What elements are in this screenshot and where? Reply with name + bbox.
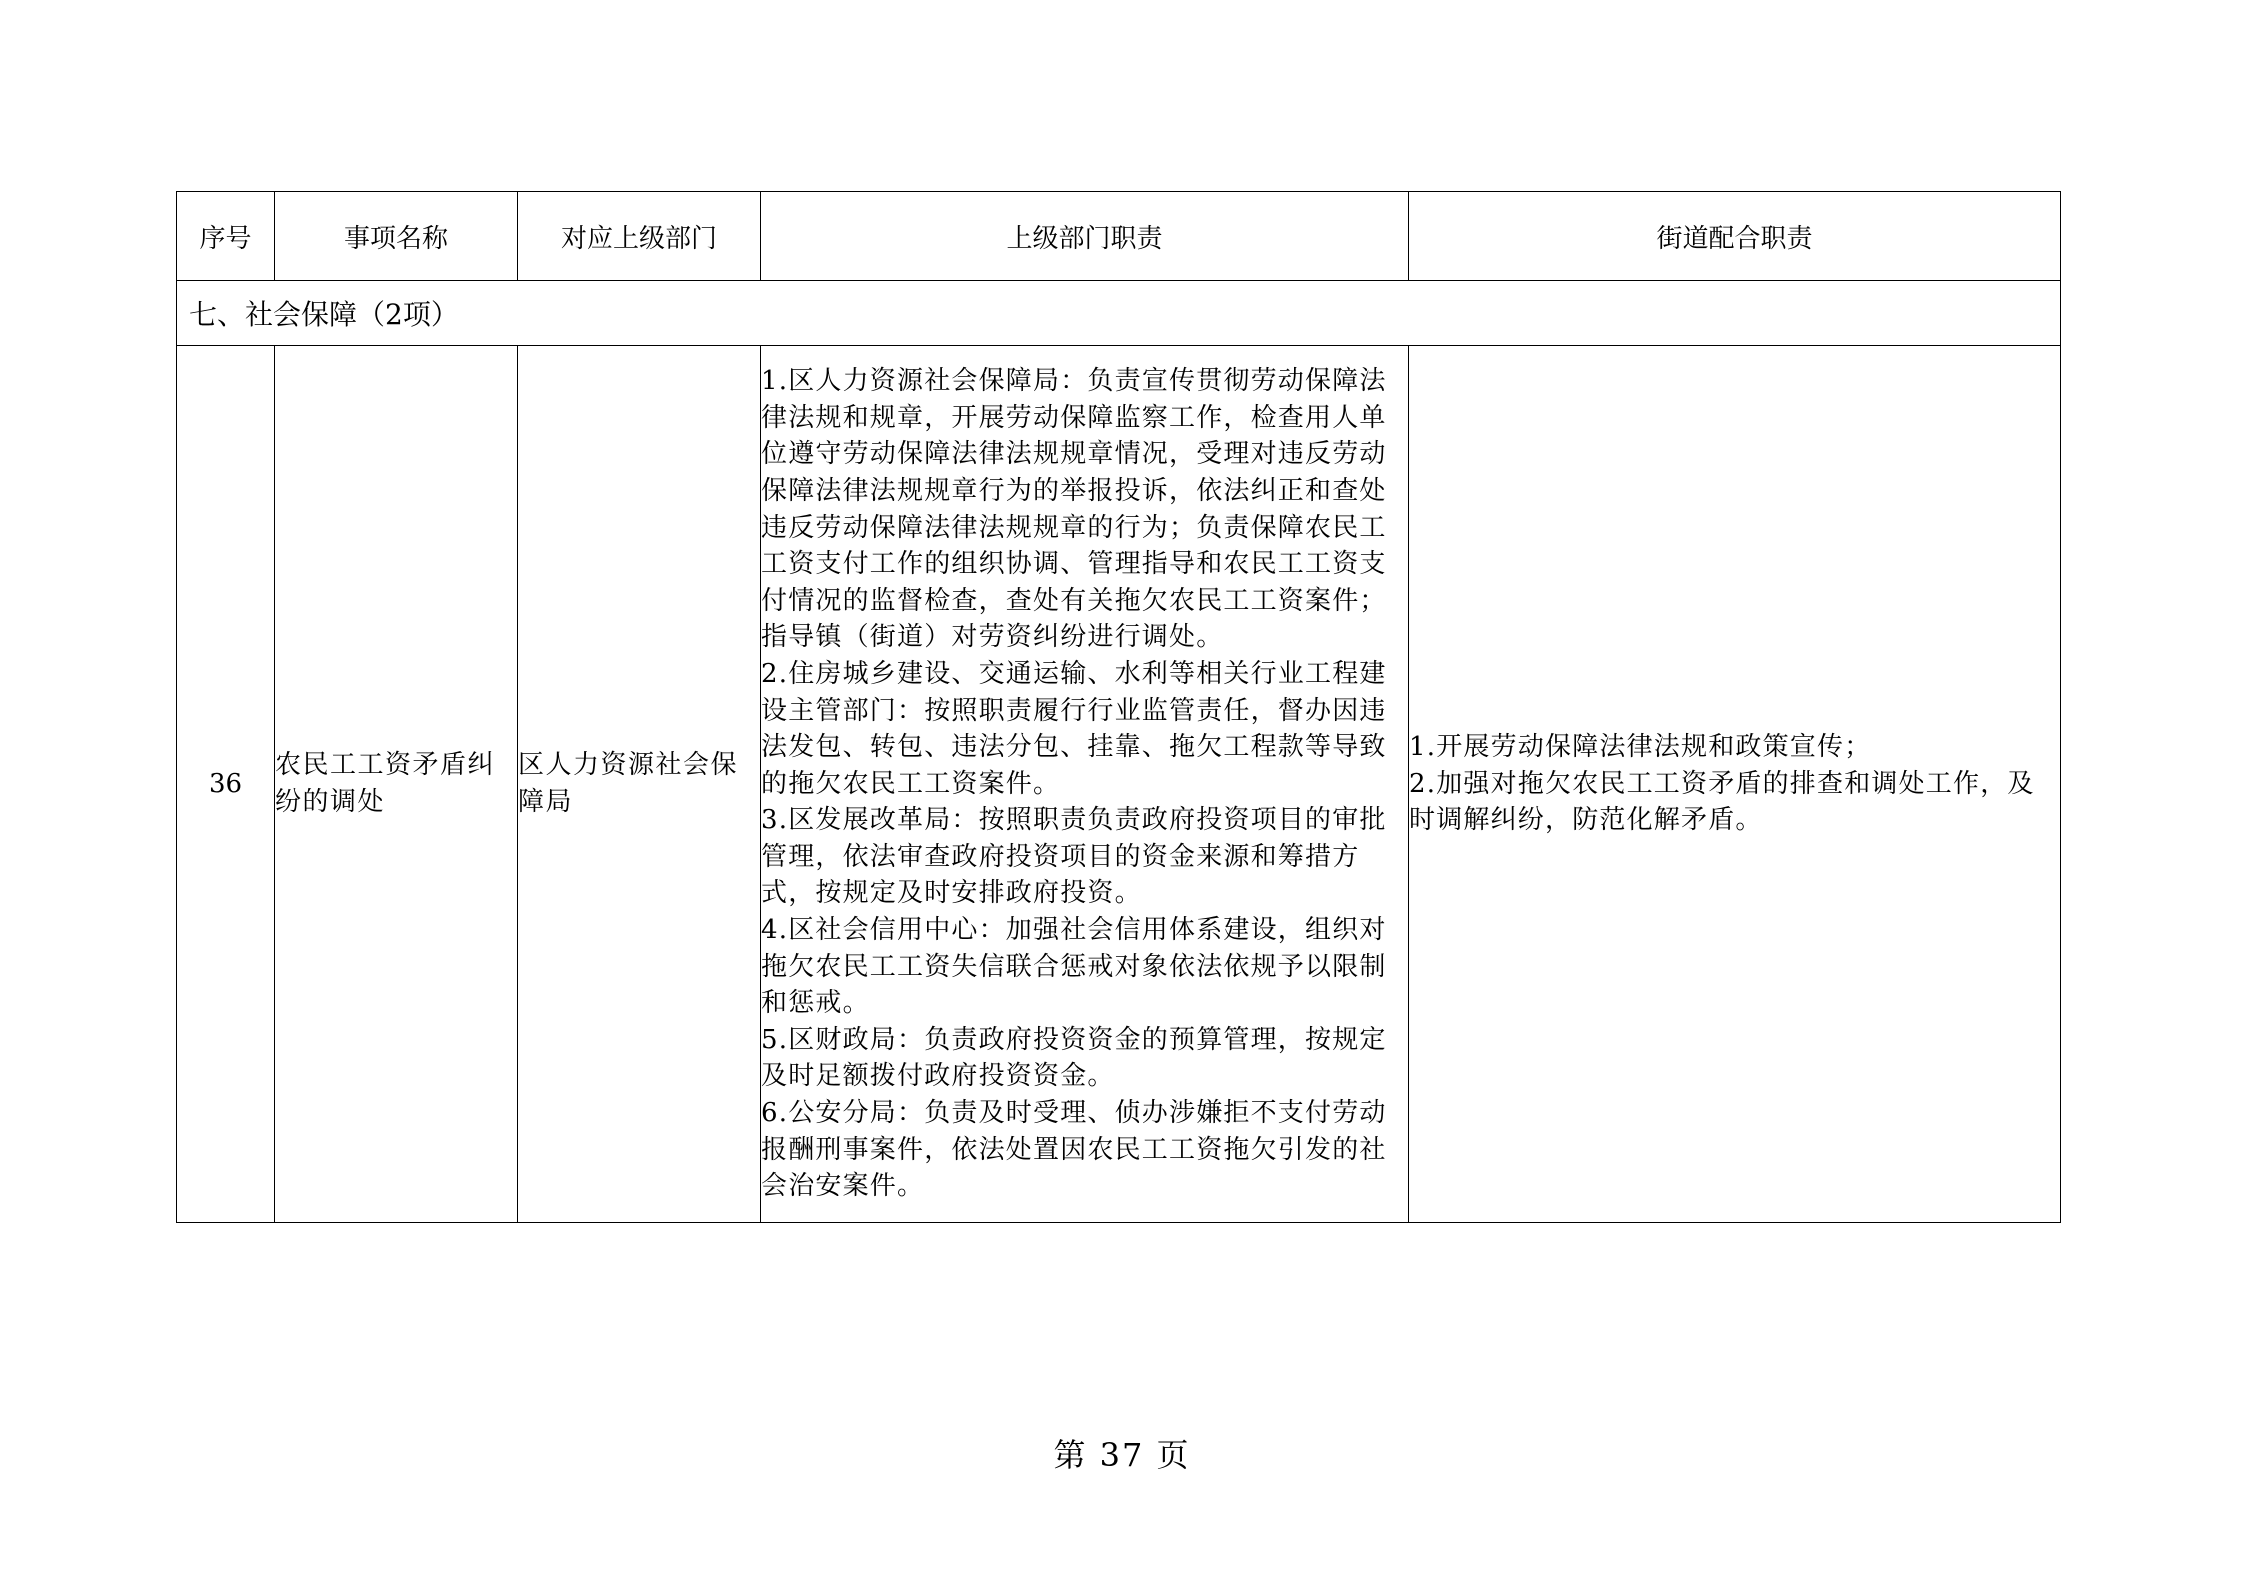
superior-duty-item: 1.区人力资源社会保障局：负责宣传贯彻劳动保障法律法规和规章，开展劳动保障监察工作，检查用人单位遵守劳动保障法律法规规章情况，受理对违反劳动保障法律法规规章行为的举报投诉，依法纠正和查处违反劳动保障法律法规规章的行为；负责保障农民工工资支付工作的组织协调、管理指导和农民工工资支付情况的监督检查，查处有关拖欠农民工工资案件；指导镇（街道）对劳资纠纷进行调处。 [761, 366, 1387, 653]
table-header-row [177, 192, 2061, 281]
section-row [177, 281, 2061, 346]
header-index: 序号 [177, 192, 275, 281]
superior-duty-item: 4.区社会信用中心：加强社会信用体系建设，组织对拖欠农民工工资失信联合惩戒对象依法依规予以限制和惩戒。 [761, 915, 1387, 1019]
responsibility-table [176, 191, 2061, 1223]
row-item-name: 农民工工资矛盾纠纷的调处 [275, 346, 518, 1223]
superior-duty-item: 2.住房城乡建设、交通运输、水利等相关行业工程建设主管部门：按照职责履行行业监管责任，督办因违法发包、转包、违法分包、挂靠、拖欠工程款等导致的拖欠农民工工资案件。 [761, 658, 1387, 799]
header-item-name: 事项名称 [275, 192, 518, 281]
street-duty-item: 2.加强对拖欠农民工工资矛盾的排查和调处工作，及时调解纠纷，防范化解矛盾。 [1409, 768, 2035, 836]
row-department: 区人力资源社会保障局 [518, 346, 761, 1223]
row-index: 36 [177, 346, 275, 1223]
header-superior-duties: 上级部门职责 [761, 192, 1409, 281]
superior-duty-item: 6.公安分局：负责及时受理、侦办涉嫌拒不支付劳动报酬刑事案件，依法处置因农民工工资拖欠引发的社会治安案件。 [761, 1098, 1387, 1202]
header-department: 对应上级部门 [518, 192, 761, 281]
superior-duty-item: 3.区发展改革局：按照职责负责政府投资项目的审批管理，依法审查政府投资项目的资金来源和筹措方式，按规定及时安排政府投资。 [761, 805, 1387, 909]
superior-duty-item: 5.区财政局：负责政府投资资金的预算管理，按规定及时足额拨付政府投资资金。 [761, 1024, 1387, 1092]
row-street-duties [1409, 346, 2061, 1223]
row-superior-duties [761, 346, 1409, 1223]
header-street-duties: 街道配合职责 [1409, 192, 2061, 281]
street-duty-item: 1.开展劳动保障法律法规和政策宣传； [1409, 732, 1872, 763]
page-number: 第 37 页 [1053, 1436, 1191, 1474]
section-title: 七、社会保障（2项） [177, 281, 2061, 346]
table-row [177, 346, 2061, 1223]
